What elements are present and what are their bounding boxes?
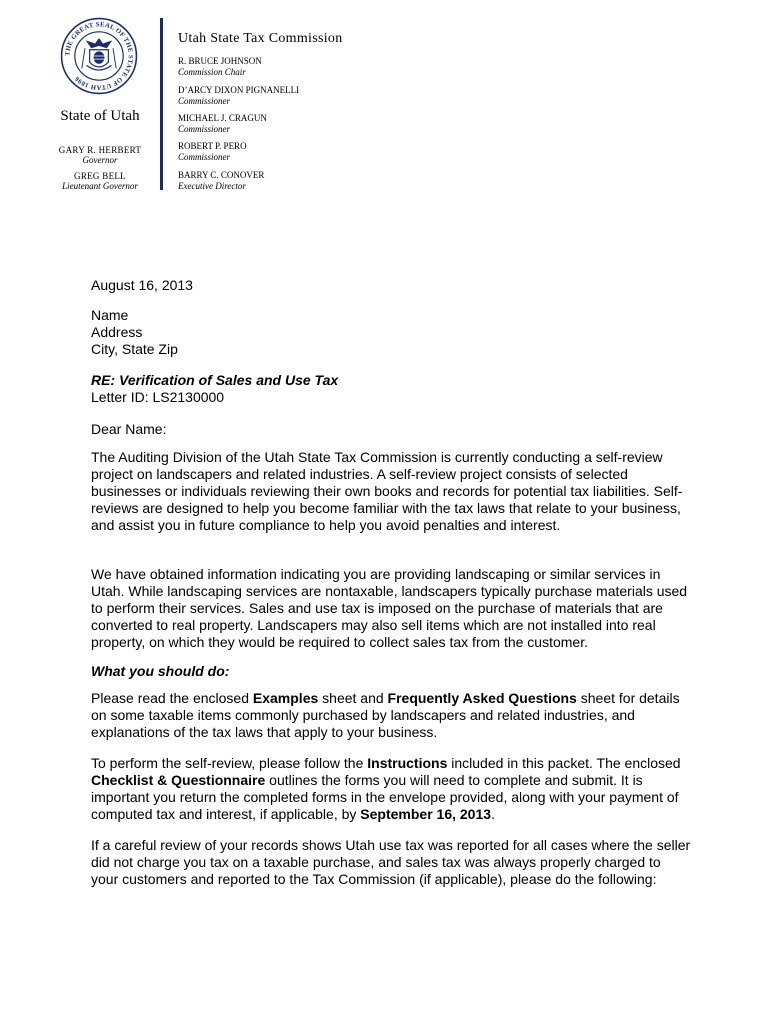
governor-block: [40, 145, 160, 165]
member-block: [178, 141, 247, 163]
lieutenant-governor-name: GREG BELL: [74, 171, 126, 181]
governor-title: Governor: [82, 155, 118, 165]
lieutenant-governor-title: Lieutenant Governor: [62, 181, 138, 191]
subject-block: [91, 372, 691, 406]
address-line: Address: [91, 324, 143, 340]
member-block: [178, 170, 264, 192]
member-name: BARRY C. CONOVER: [178, 170, 265, 180]
lieutenant-governor-block: [40, 171, 160, 191]
member-name: ROBERT P. PERO: [178, 141, 247, 151]
member-name: D’ARCY DIXON PIGNANELLI: [178, 85, 300, 95]
due-date-emphasis: September 16, 2013: [360, 806, 492, 822]
governor-name: GARY R. HERBERT: [58, 145, 142, 155]
letter-date: August 16, 2013: [91, 277, 193, 293]
address-line: Name: [91, 307, 129, 323]
checklist-emphasis: Checklist & Questionnaire: [91, 772, 266, 788]
member-title: Commissioner: [178, 124, 231, 134]
salutation: Dear Name:: [91, 421, 167, 437]
recipient-address: [91, 307, 691, 358]
member-name: MICHAEL J. CRAGUN: [178, 113, 267, 123]
svg-text:THE GREAT SEAL OF THE STATE OF: THE GREAT SEAL OF THE STATE OF UTAH 1896: [64, 21, 134, 91]
examples-emphasis: Examples: [252, 690, 319, 706]
body-paragraph-2: We have obtained information indicating you are providing landscaping or similar services in Utah. While landscaping services are nontaxable, landscapers typically purchase materials used to perform their services. Sales and use tax is imposed on the purchase of materials that are converted to real property. Landscapers may also sell items which are not installed into real property, on which they would be required to collect sales tax from the customer.: [91, 566, 688, 650]
section-heading: What you should do:: [91, 663, 230, 679]
member-block: [178, 85, 299, 107]
member-title: Executive Director: [178, 181, 246, 191]
re-subject: RE: Verification of Sales and Use Tax: [91, 372, 339, 388]
letterhead-divider: [160, 18, 163, 190]
member-title: Commissioner: [178, 152, 231, 162]
member-title: Commission Chair: [178, 67, 246, 77]
address-line: City, State Zip: [91, 341, 178, 357]
body-paragraph-5: If a careful review of your records shows Utah use tax was reported for all cases where the seller did not charge you tax on a taxable purchase, and sales tax was always properly charged to your customers and reported to the Tax Commission (if applicable), please do the following:: [91, 837, 691, 887]
instructions-emphasis: Instructions: [367, 755, 448, 771]
state-name: State of Utah: [60, 108, 140, 124]
member-title: Commissioner: [178, 96, 231, 106]
body-paragraph-4: To perform the self-review, please follow the Instructions included in this packet. The enclosed Checklist & Questionnaire outlines the forms you will need to complete and submit. It is important you return the completed forms in the envelope provided, along with your payment of computed tax and interest, if applicable, by September 16, 2013.: [91, 755, 681, 822]
faq-emphasis: Frequently Asked Questions: [387, 690, 577, 706]
body-paragraph-1: The Auditing Division of the Utah State Tax Commission is currently conducting a self-review project on landscapers and related industries. A self-review project consists of selected businesses or individuals reviewing their own books and records for potential tax liabilities. Self-reviews are designed to help you become familiar with the tax laws that relate to your business, and assist you in future compliance to help you avoid penalties and interest.: [91, 449, 683, 533]
member-block: [178, 56, 262, 78]
member-block: [178, 113, 267, 135]
body-paragraph-3: Please read the enclosed Examples sheet and Frequently Asked Questions sheet for details on some taxable items commonly purchased by landscapers and related industries, and explanations of the tax laws that apply to your business.: [91, 690, 680, 740]
utah-state-seal-icon: [60, 17, 138, 95]
member-name: R. BRUCE JOHNSON: [178, 56, 262, 66]
letter-id: Letter ID: LS2130000: [91, 389, 225, 405]
commission-title: Utah State Tax Commission: [178, 31, 343, 46]
